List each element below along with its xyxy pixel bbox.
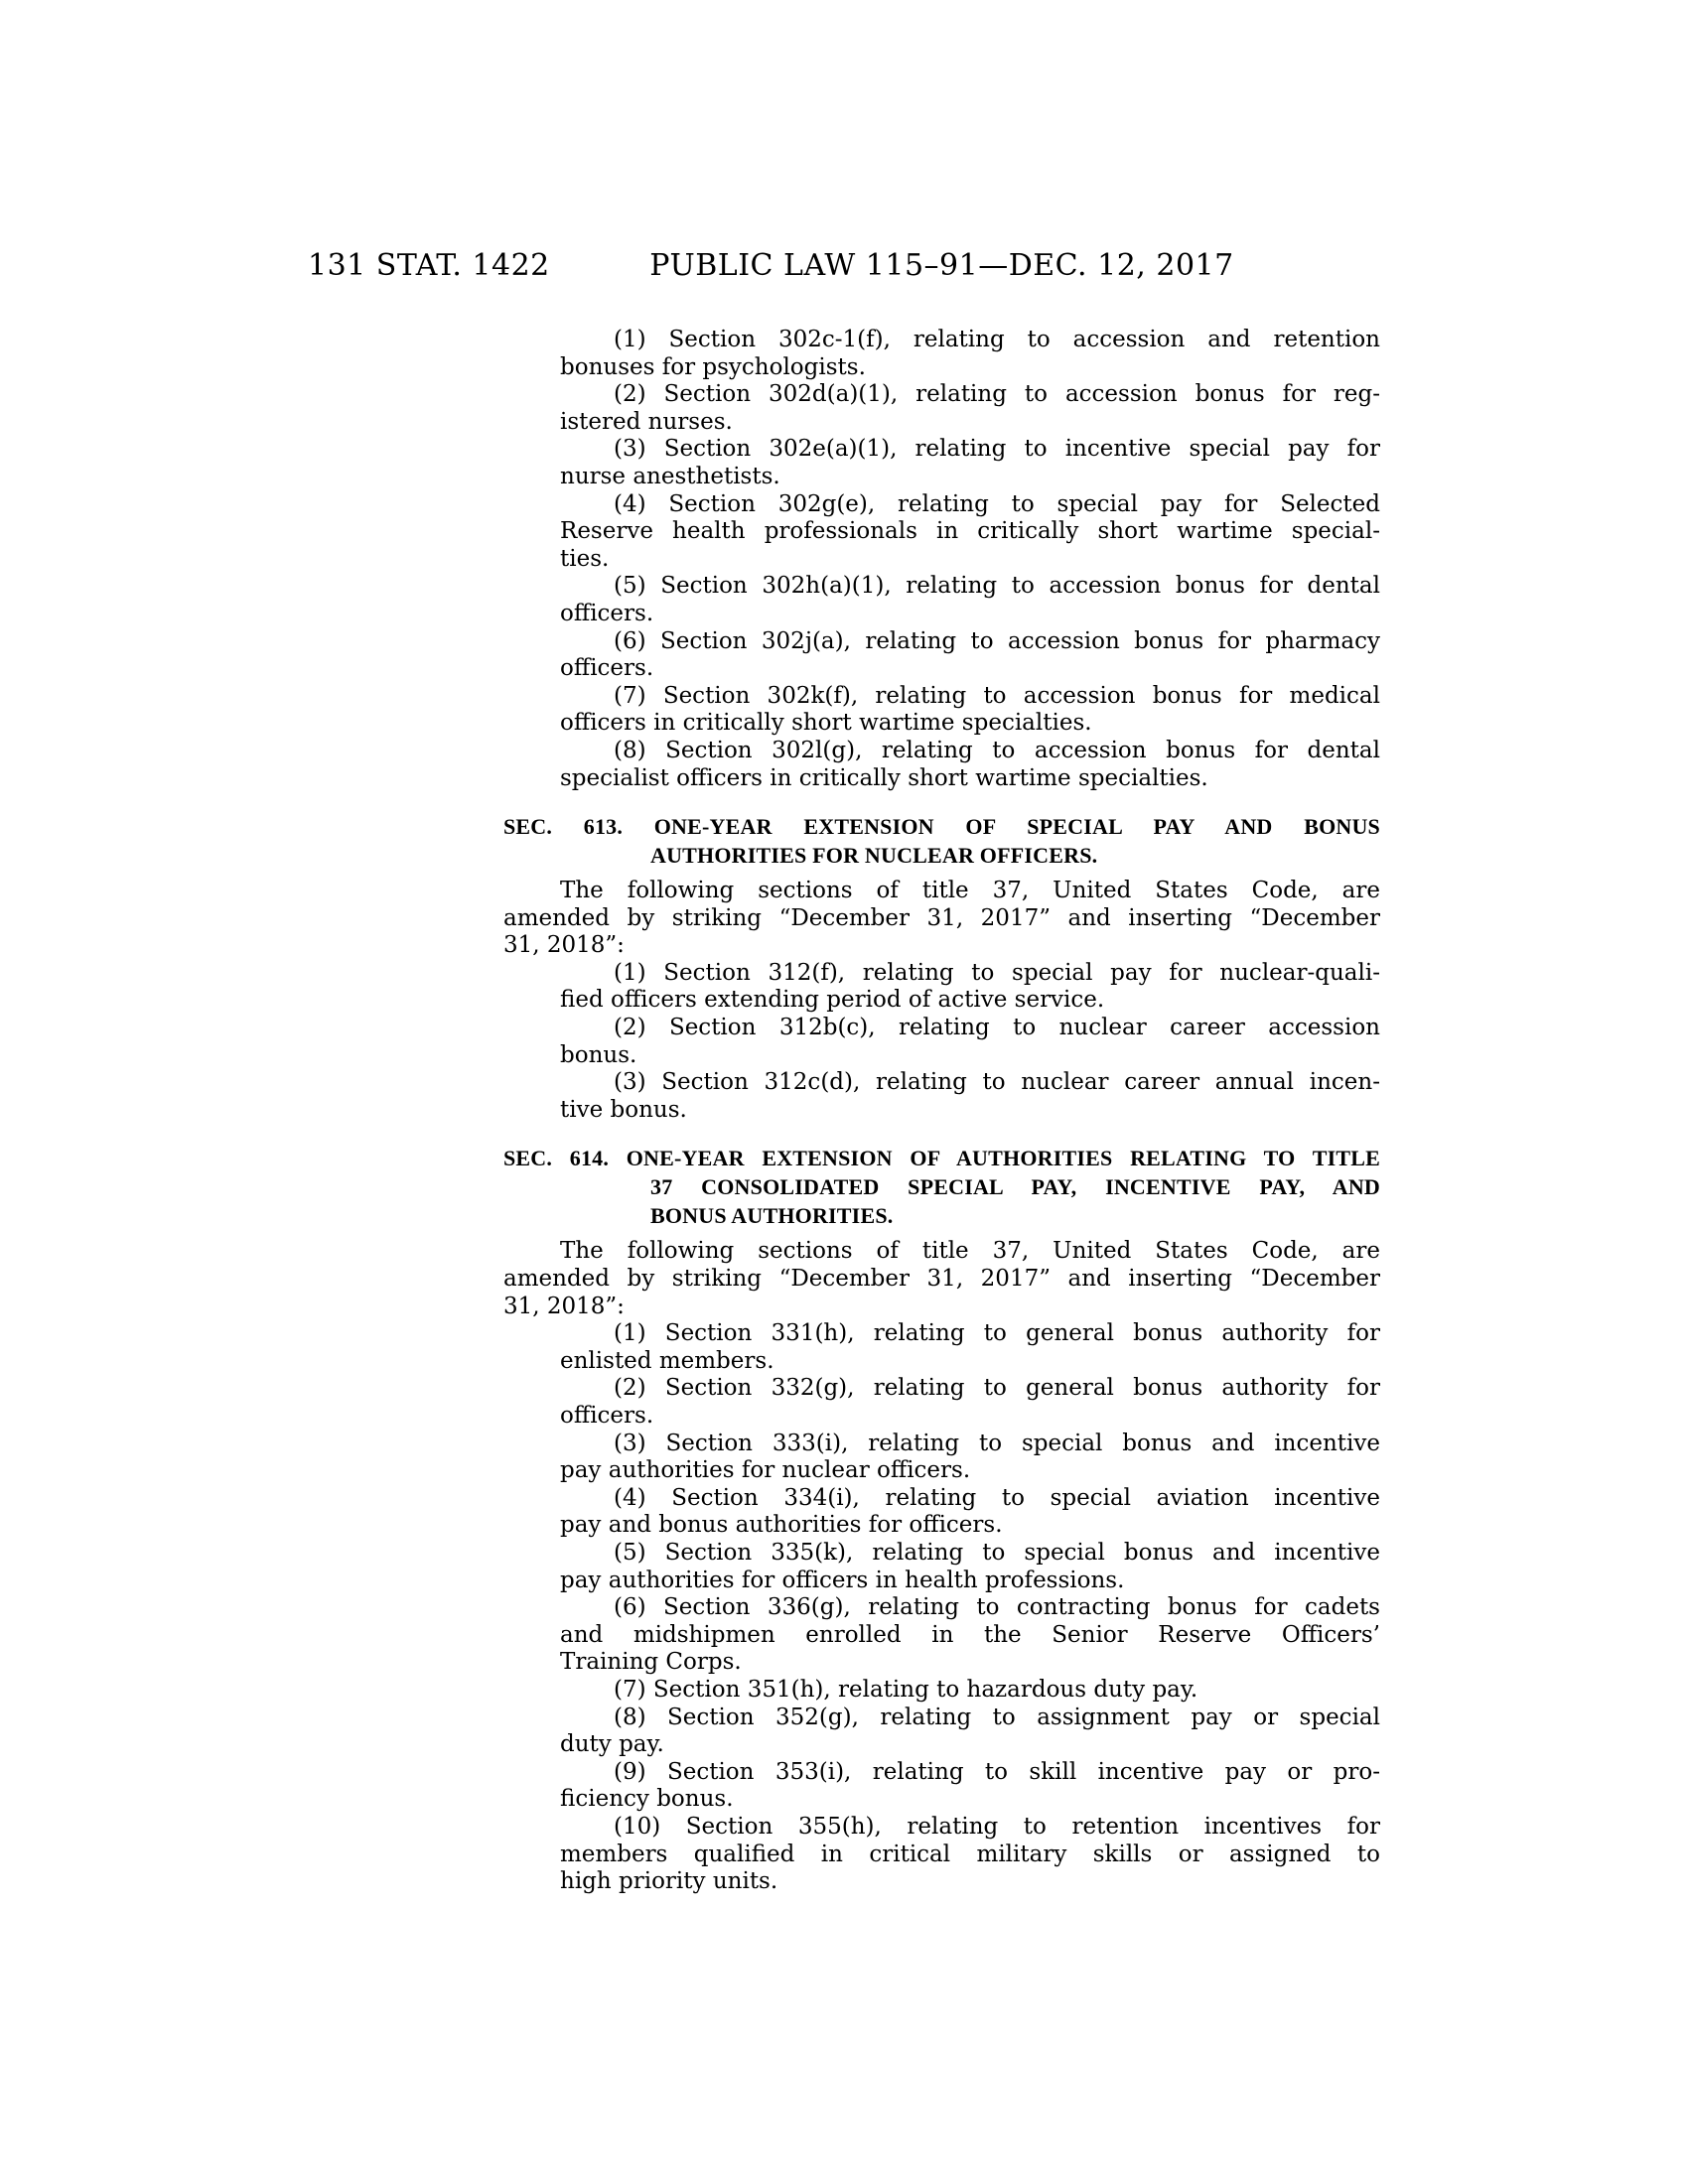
list-item xyxy=(560,1485,1380,1540)
list-item xyxy=(560,491,1380,574)
list-item-line: (6) Section 302j(a), relating to accession bonus for pharmacy xyxy=(614,627,1380,654)
list-item-line: (1) Section 302c-1(f), relating to accession and retention xyxy=(614,327,1380,352)
section-heading-line: SEC. 613. ONE-YEAR EXTENSION OF SPECIAL PAY AND BONUS xyxy=(503,814,1380,840)
section-heading-line: SEC. 614. ONE-YEAR EXTENSION OF AUTHORITIES RELATING TO TITLE xyxy=(503,1146,1380,1171)
list-item-line: (7) Section 351(h), relating to hazardous duty pay. xyxy=(614,1676,1198,1703)
page-header xyxy=(0,249,1688,289)
list-item xyxy=(560,1431,1380,1485)
list-item-line: (4) Section 334(i), relating to special aviation incentive xyxy=(614,1484,1380,1511)
list-item xyxy=(560,327,1380,381)
list-item xyxy=(560,1677,1380,1705)
list-item-line: specialist officers in critically short wartime specialties. xyxy=(560,764,1208,791)
list-item-line: tive bonus. xyxy=(560,1096,687,1123)
list-item-line: (6) Section 336(g), relating to contracting bonus for cadets xyxy=(614,1594,1380,1621)
list-item-line: bonus. xyxy=(560,1041,637,1068)
list-item-line: members qualified in critical military skills or assigned to xyxy=(560,1841,1380,1867)
list-item-line: (8) Section 302l(g), relating to accession bonus for dental xyxy=(614,737,1380,763)
list-item-line: (5) Section 302h(a)(1), relating to accession bonus for dental xyxy=(614,573,1380,600)
paragraph-line: The following sections of title 37, United States Code, are xyxy=(560,1238,1380,1265)
list-item-line: (8) Section 352(g), relating to assignment pay or special xyxy=(614,1704,1380,1730)
section-heading-line: BONUS AUTHORITIES. xyxy=(650,1203,894,1229)
list-item-line: enlisted members. xyxy=(560,1347,774,1374)
list-item xyxy=(560,683,1380,738)
running-head-law-title: PUBLIC LAW 115–91—DEC. 12, 2017 xyxy=(649,248,1234,283)
list-item-line: (3) Section 302e(a)(1), relating to incentive special pay for xyxy=(614,436,1380,463)
list-item xyxy=(560,738,1380,792)
list-item-line: nurse anesthetists. xyxy=(560,463,780,489)
list-item-line: officers. xyxy=(560,655,654,682)
list-item-line: (3) Section 312c(d), relating to nuclear career annual incen- xyxy=(614,1069,1380,1096)
list-item xyxy=(560,1015,1380,1069)
list-item xyxy=(560,1320,1380,1375)
section-heading-line: 37 CONSOLIDATED SPECIAL PAY, INCENTIVE PAY, AND xyxy=(650,1174,1380,1200)
list-item-line: Reserve health professionals in critically short wartime special- xyxy=(560,518,1380,545)
list-item-line: (7) Section 302k(f), relating to accession bonus for medical xyxy=(614,682,1380,709)
list-item-line: officers in critically short wartime specialties. xyxy=(560,710,1092,737)
list-item xyxy=(560,436,1380,490)
paragraph-line: 31, 2018”: xyxy=(503,1293,625,1319)
paragraph-line: amended by striking “December 31, 2017” and inserting “December xyxy=(503,904,1380,931)
paragraph xyxy=(503,1238,1380,1320)
list-item xyxy=(560,1594,1380,1677)
list-item-line: officers. xyxy=(560,1403,654,1429)
list-item xyxy=(560,1759,1380,1814)
list-item xyxy=(560,381,1380,436)
list-item-line: and midshipmen enrolled in the Senior Reserve Officers’ xyxy=(560,1621,1380,1648)
list-item xyxy=(560,1540,1380,1594)
list-item-line: high priority units. xyxy=(560,1868,778,1895)
section-heading-line: AUTHORITIES FOR NUCLEAR OFFICERS. xyxy=(650,843,1098,869)
list-item-line: (4) Section 302g(e), relating to special pay for Selected xyxy=(614,490,1380,517)
list-item xyxy=(560,1069,1380,1124)
list-item-line: (3) Section 333(i), relating to special bonus and incentive xyxy=(614,1430,1380,1456)
list-item-line: pay authorities for officers in health professions. xyxy=(560,1567,1125,1593)
list-item xyxy=(560,960,1380,1015)
paragraph xyxy=(503,878,1380,960)
list-item-line: officers. xyxy=(560,600,654,626)
list-item-line: ties. xyxy=(560,545,610,572)
list-item xyxy=(560,1814,1380,1896)
list-item-line: Training Corps. xyxy=(560,1649,742,1676)
list-item-line: (9) Section 353(i), relating to skill incentive pay or pro- xyxy=(614,1758,1380,1785)
list-item-line: (2) Section 312b(c), relating to nuclear career accession xyxy=(614,1015,1380,1041)
section-heading xyxy=(503,1144,1380,1230)
list-item-line: ficiency bonus. xyxy=(560,1786,734,1813)
list-item xyxy=(560,573,1380,627)
list-item xyxy=(560,1375,1380,1430)
list-item xyxy=(560,628,1380,683)
paragraph-line: The following sections of title 37, United States Code, are xyxy=(560,878,1380,904)
paragraph-line: amended by striking “December 31, 2017” and inserting “December xyxy=(503,1266,1380,1293)
list-item-line: istered nurses. xyxy=(560,408,733,435)
list-item-line: (10) Section 355(h), relating to retention incentives for xyxy=(614,1813,1380,1840)
list-item-line: pay and bonus authorities for officers. xyxy=(560,1512,1003,1539)
list-item-line: (2) Section 332(g), relating to general bonus authority for xyxy=(614,1375,1380,1402)
list-item-line: (2) Section 302d(a)(1), relating to accession bonus for reg- xyxy=(614,381,1380,408)
list-item-line: fied officers extending period of active service. xyxy=(560,987,1105,1014)
list-item-line: duty pay. xyxy=(560,1731,664,1758)
list-item-line: bonuses for psychologists. xyxy=(560,353,866,380)
section-heading xyxy=(503,812,1380,870)
list-item xyxy=(560,1705,1380,1759)
list-item-line: (1) Section 331(h), relating to general bonus authority for xyxy=(614,1320,1380,1347)
list-item-line: (1) Section 312(f), relating to special pay for nuclear-quali- xyxy=(614,959,1380,986)
page-body xyxy=(503,327,1380,1896)
paragraph-line: 31, 2018”: xyxy=(503,932,625,959)
list-item-line: pay authorities for nuclear officers. xyxy=(560,1457,971,1484)
list-item-line: (5) Section 335(k), relating to special bonus and incentive xyxy=(614,1539,1380,1566)
statute-page-number: 131 STAT. 1422 xyxy=(308,248,550,283)
